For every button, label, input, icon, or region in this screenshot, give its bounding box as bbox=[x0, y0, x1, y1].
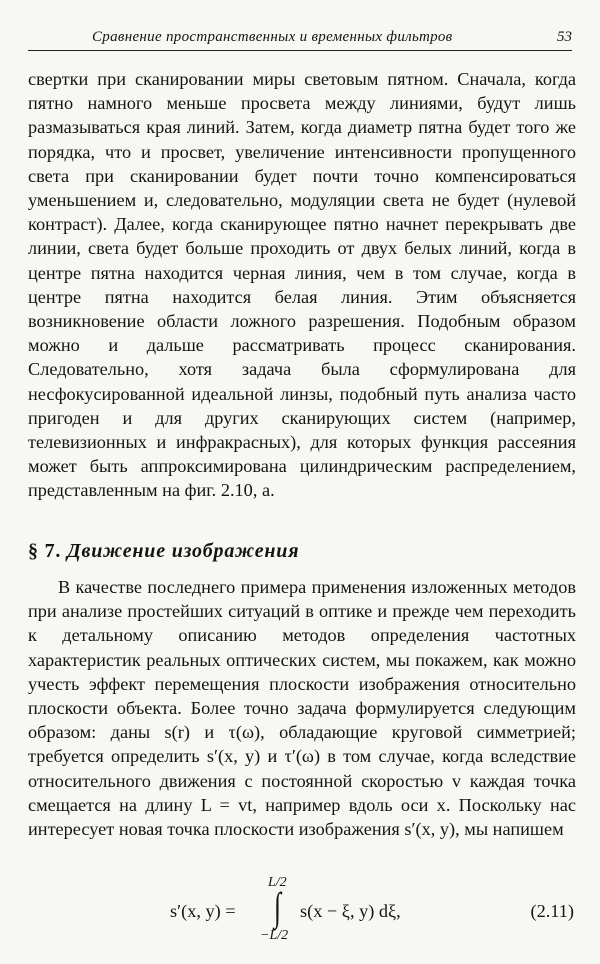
page-number: 53 bbox=[557, 29, 572, 45]
equation-number: (2.11) bbox=[530, 901, 574, 921]
page-header bbox=[28, 26, 572, 48]
header-rule bbox=[28, 50, 572, 51]
equation-integrand: s(x − ξ, y) dξ, bbox=[300, 901, 401, 921]
paragraph-1: свертки при сканировании миры световым пятном. Сначала, когда пятно намного меньше просвета между линиями, будут лишь размазываться края линий. Затем, когда диаметр пятна будет того же порядка, что и просвет, увеличение интенсивности пропущенного света при сканировании будет почти точно компенсироваться уменьшением и, следовательно, модуляции света не будет (нулевой контраст). Далее, когда сканирующее пятно начнет перекрывать две линии, света будет больше проходить от двух белых линий, когда в центре пятна находится черная линия, чем в том случае, когда в центре пятна находится белая линия. Этим объясняется возникновение области ложного разрешения. Подобным образом можно и дальше рассматривать процесс сканирования. Следовательно, хотя задача была сформулирована для несфокусированной идеальной линзы, подобный путь анализа часто пригоден и для других сканирующих систем (например, телевизионных и инфракрасных), для которых функция рассеяния может быть аппроксимирована цилиндрическим распределением, представленным на фиг. 2.10, а. bbox=[28, 69, 576, 501]
integral-sign: ∫ bbox=[273, 884, 282, 929]
integral-upper-limit: L/2 bbox=[268, 875, 287, 890]
section-title: Движение изображения bbox=[67, 540, 300, 562]
section-heading bbox=[28, 540, 299, 563]
running-title: Сравнение пространственных и временных фильтров bbox=[92, 29, 453, 45]
equation-2-11 bbox=[0, 873, 600, 953]
section-sign: § 7. bbox=[28, 540, 62, 562]
paragraph-2: В качестве последнего примера применения изложенных методов при анализе простейших ситуаций в оптике и прежде чем переходить к детальному описанию методов определения частотных характеристик реальных оптических систем, мы покажем, как можно учесть эффект перемещения плоскости изображения относительно плоскости объекта. Более точно задача формулируется следующим образом: даны s(r) и τ(ω), обладающие круговой симметрией; требуется определить s′(x, y) и τ′(ω) в том случае, когда вследствие относительного движения с постоянной скоростью v каждая точка смещается на длину L = vt, например вдоль оси x. Поскольку нас интересует новая точка плоскости изображения s′(x, y), мы напишем bbox=[28, 577, 576, 840]
equation-lhs: s′(x, y) = bbox=[170, 901, 236, 921]
integral-lower-limit: −L/2 bbox=[260, 928, 289, 943]
